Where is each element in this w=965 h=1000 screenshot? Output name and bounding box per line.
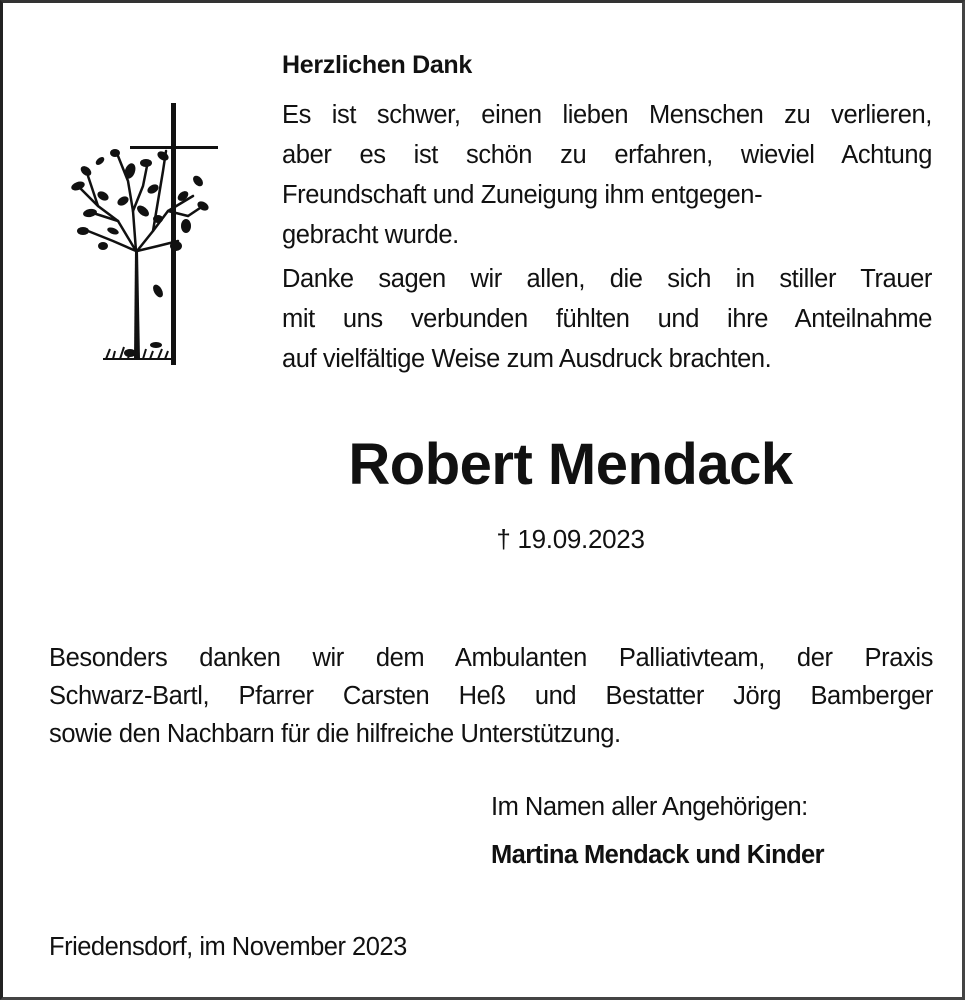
signature-names: Martina Mendack und Kinder	[491, 841, 824, 869]
text-line: aber es ist schön zu erfahren, wieviel Achtung	[282, 141, 932, 169]
signature-intro: Im Namen aller Angehörigen:	[491, 793, 808, 821]
heading: Herzlichen Dank	[282, 51, 473, 79]
tree-with-cross-icon	[58, 101, 223, 366]
text-line: sowie den Nachbarn für die hilfreiche Unterstützung.	[49, 720, 621, 748]
text-line: Besonders danken wir dem Ambulanten Palliativteam, der Praxis	[49, 644, 933, 672]
text-line: Danke sagen wir allen, die sich in stiller Trauer	[282, 265, 932, 293]
text-line: auf vielfältige Weise zum Ausdruck brachten.	[282, 345, 772, 373]
condolence-paragraph	[282, 95, 932, 255]
thanks-paragraph	[282, 259, 932, 379]
text-line: Freundschaft und Zuneigung ihm entgegen-	[282, 181, 763, 209]
deceased-name: Robert Mendack	[348, 432, 793, 497]
text-line: Es ist schwer, einen lieben Menschen zu verlieren,	[282, 101, 932, 129]
death-date: † 19.09.2023	[496, 524, 645, 554]
text-line: Schwarz-Bartl, Pfarrer Carsten Heß und Bestatter Jörg Bamberger	[49, 682, 933, 710]
text-line: mit uns verbunden fühlten und ihre Anteilnahme	[282, 305, 932, 333]
special-thanks-paragraph	[49, 639, 933, 753]
place-date: Friedensdorf, im November 2023	[49, 933, 407, 961]
text-line: gebracht wurde.	[282, 221, 459, 249]
